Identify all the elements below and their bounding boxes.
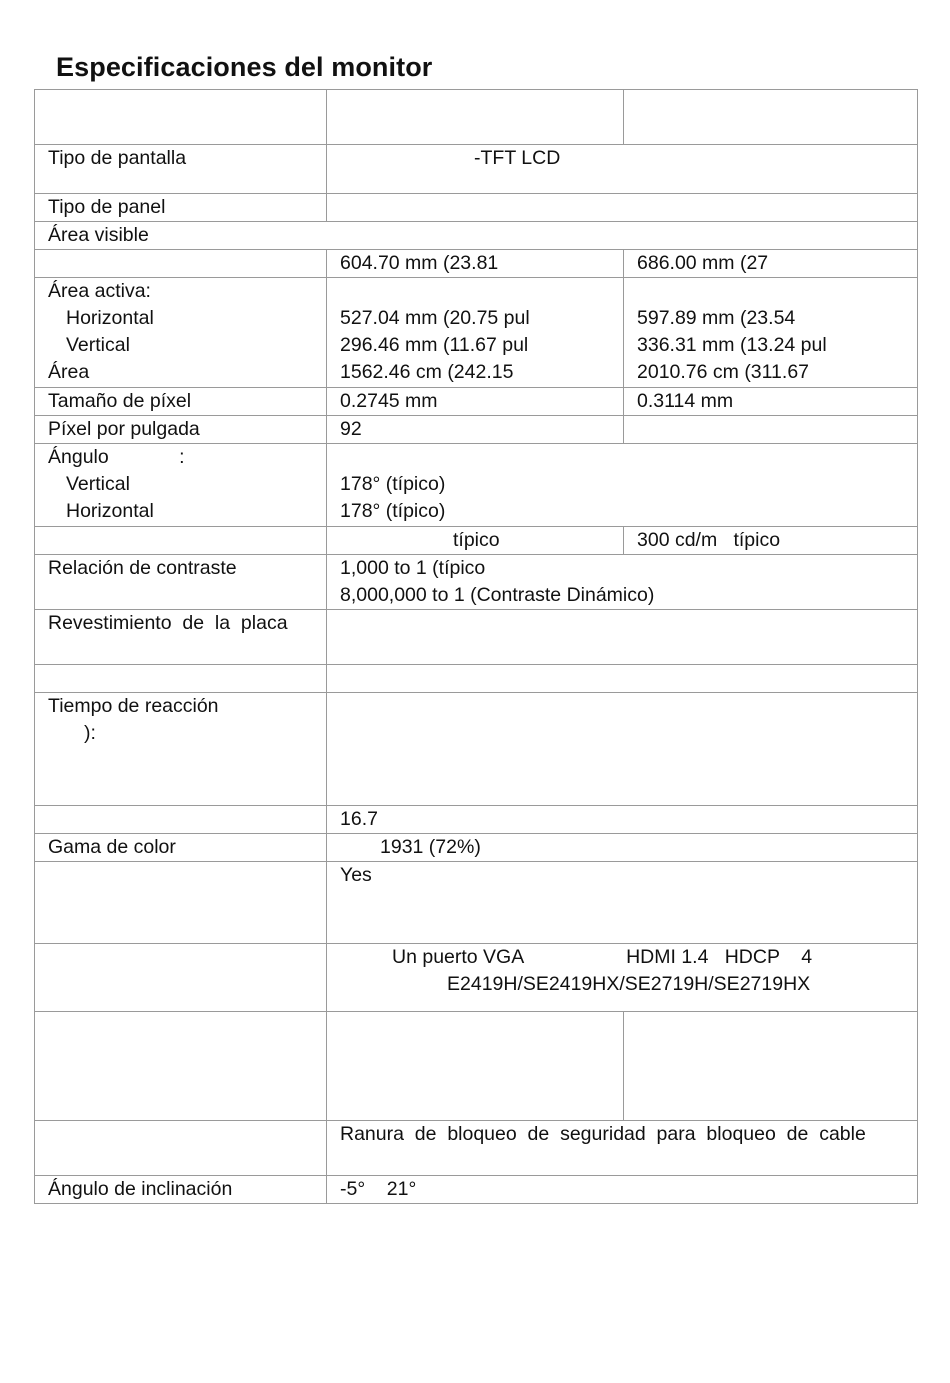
row-value [327,194,918,222]
row-value [624,278,918,388]
table-row [35,194,918,222]
row-label [35,1121,327,1176]
row-value: 0.2745 mm [327,388,624,416]
table-row [35,693,918,806]
table-row [35,610,918,665]
row-value [327,944,918,1012]
row-label: Revestimiento de la placa [35,610,327,665]
row-value: 0.3114 mm [624,388,918,416]
area-value: 1562.46 cm (242.15 [340,361,514,383]
horizontal-angle-value: 178° (típico) [340,500,446,522]
table-row [35,250,918,278]
contrast-dynamic: 8,000,000 to 1 (Contraste Dinámico) [340,584,655,606]
spec-table [34,89,918,1204]
table-row [35,388,918,416]
row-value: 16.7 [327,806,918,834]
row-value: 686.00 mm (27 [624,250,918,278]
vertical-value: 296.46 mm (11.67 pul [340,334,529,356]
row-value: 300 cd/m típico [624,527,918,555]
row-label: Gama de color [35,834,327,862]
table-row [35,1121,918,1176]
row-value: -TFT LCD [327,145,918,194]
table-header-row [35,90,918,145]
row-label: Tipo de pantalla [35,145,327,194]
table-row [35,527,918,555]
row-value [327,665,918,693]
row-label [35,862,327,944]
row-label [35,806,327,834]
table-row [35,944,918,1012]
vertical-value: 336.31 mm (13.24 pul [637,334,827,356]
row-value [327,693,918,806]
row-value: 1931 (72%) [327,834,918,862]
row-value: Ranura de bloqueo de seguridad para bloqueo de cable [327,1121,918,1176]
horizontal-label: Horizontal [66,307,154,329]
model-line: E2419H/SE2419HX/SE2719H/SE2719HX [447,973,811,995]
row-label: Ángulo de inclinación [35,1176,327,1204]
table-row [35,834,918,862]
row-value [624,416,918,444]
row-value: 92 [327,416,624,444]
row-label [35,1012,327,1121]
row-value: -5° 21° [327,1176,918,1204]
row-value [327,555,918,610]
horizontal-value: 527.04 mm (20.75 pul [340,307,530,329]
row-value [327,278,624,388]
row-label: Relación de contraste [35,555,327,610]
table-row [35,862,918,944]
table-row [35,416,918,444]
page-title: Especificaciones del monitor [56,52,433,82]
row-label: Píxel por pulgada [35,416,327,444]
row-label [35,693,327,806]
header-cell [624,90,918,145]
connector-line: Un puerto VGA HDMI 1.4 HDCP 4 [392,946,813,968]
row-label [35,278,327,388]
table-row [35,555,918,610]
row-label [35,250,327,278]
row-label [35,444,327,527]
horizontal-value: 597.89 mm (23.54 [637,307,796,329]
contrast-typical: 1,000 to 1 (típico [340,557,486,579]
row-label [35,665,327,693]
area-value: 2010.76 cm (311.67 [637,361,810,383]
header-cell [327,90,624,145]
row-value: 604.70 mm (23.81 [327,250,624,278]
table-row [35,665,918,693]
table-row [35,1012,918,1121]
table-row [35,806,918,834]
vertical-label: Vertical [66,334,130,356]
reaction-time-label: Tiempo de reacción [48,695,219,717]
row-label [35,944,327,1012]
row-label: Área visible [35,222,918,250]
vertical-angle-value: 178° (típico) [340,473,446,495]
area-activa-label: Área activa: [48,280,151,302]
area-label: Área [48,361,90,383]
row-label [35,527,327,555]
angulo-label: Ángulo : [48,446,185,468]
table-row [35,145,918,194]
table-row [35,444,918,527]
row-value [624,1012,918,1121]
row-label: Tamaño de píxel [35,388,327,416]
table-row [35,1176,918,1204]
row-value [327,1012,624,1121]
row-value: típico [327,527,624,555]
row-label: Tipo de panel [35,194,327,222]
vertical-label: Vertical [66,473,130,495]
table-row [35,222,918,250]
table-row [35,278,918,388]
row-value [327,444,918,527]
reaction-time-label-cont: ): [84,722,96,744]
row-value [327,610,918,665]
row-value: Yes [327,862,918,944]
header-cell [35,90,327,145]
horizontal-label: Horizontal [66,500,154,522]
